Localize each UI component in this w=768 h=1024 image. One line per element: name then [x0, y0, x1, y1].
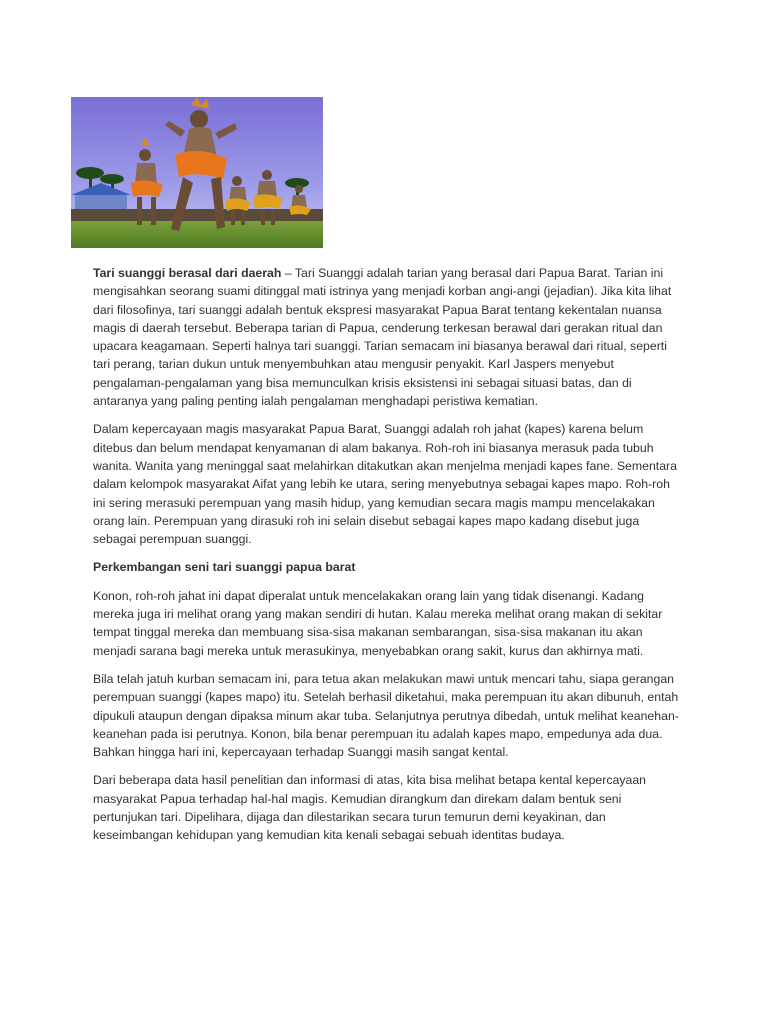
paragraph-5: Dari beberapa data hasil penelitian dan informasi di atas, kita bisa melihat betapa kental kepercayaan masyarakat Papua terhadap hal-hal magis. Kemudian dirangkum dan direkam dalam bentuk seni pertunjukan tari. Dipelihara, dijaga dan dilestarikan secara turun temurun demi keyakinan, dan keseimbangan kehidupan yang kemudian kita kenali sebagai sebuah identitas budaya. [93, 773, 647, 843]
paragraph-3: Konon, roh-roh jahat ini dapat diperalat untuk mencelakakan orang lain yang tidak disenangi. Kadang mereka juga iri melihat orang yang makan sendiri di hutan. Kalau mereka melihat orang makan di sekitar tempat tinggal mereka dan membuang sisa-sisa makanan sembarangan, sisa-sisa makanan itu akan menjadi sarana bagi mereka untuk merasukinya, menyebabkan orang sakit, kurus dan akhirnya mati. [93, 588, 663, 658]
section-heading: Perkembangan seni tari suanggi papua barat [93, 560, 356, 575]
article-photo [71, 97, 323, 248]
intro-text: – Tari Suanggi adalah tarian yang berasal dari Papua Barat. Tarian ini mengisahkan seorang suami ditinggal mati istrinya yang menjadi korban angi-angi (jejadian). Jika kita lihat dari filosofinya, tari suanggi adalah bentuk ekspresi masyarakat Papua Barat tentang kekentalan nuansa magis di daerah tersebut. Beberapa tarian di Papua, cenderung terkesan berawal dari gerakan ritual dan upacara keagamaan. Seperti halnya tari suanggi. Tarian semacam ini biasanya berawal dari ritual, seperti tari perang, tarian dukun untuk menyembuhkan atau mengusir penyakit. Karl Jaspers menyebut pengalaman-pengalaman yang bisa memunculkan krisis eksistensi ini sebagai situasi batas, dan di antaranya yang paling penting ialah pengalaman menghadapi peristiwa kematian. [93, 266, 672, 409]
intro-lead: Tari suanggi berasal dari daerah [93, 266, 282, 280]
article-body [93, 264, 685, 855]
paragraph-4: Bila telah jatuh kurban semacam ini, para tetua akan melakukan mawi untuk mencari tahu, siapa gerangan perempuan suanggi (kapes mapo) itu. Setelah berhasil diketahui, maka perempuan itu akan dibunuh, entah dipukuli ataupun dengan dipaksa minum akar tuba. Selanjutnya perutnya dibedah, untuk melihat keanehan-keanehan pada isi perutnya. Konon, bila benar perempuan itu adalah kapes mapo, empedunya ada dua. Bahkan hingga hari ini, kepercayaan terhadap Suanggi masih sangat kental. [93, 671, 679, 760]
paragraph-2: Dalam kepercayaan magis masyarakat Papua Barat, Suanggi adalah roh jahat (kapes) karena belum ditebus dan belum mendapat kenyamanan di alam bakanya. Roh-roh ini biasanya merasuk pada tubuh wanita. Wanita yang meninggal saat melahirkan ditakutkan akan menjelma menjadi kapes fane. Sementara dalam kelompok masyarakat Aifat yang lebih ke utara, sering menyebutnya sebagai kapes mapo. Roh-roh ini sering merasuki perempuan yang masih hidup, yang kemudian secara magis mampu mencelakakan orang lain. Perempuan yang dirasuki roh ini selain disebut sebagai kapes mapo kadang disebut juga sebagai perempuan suanggi. [93, 422, 677, 547]
intro-paragraph [93, 264, 685, 410]
